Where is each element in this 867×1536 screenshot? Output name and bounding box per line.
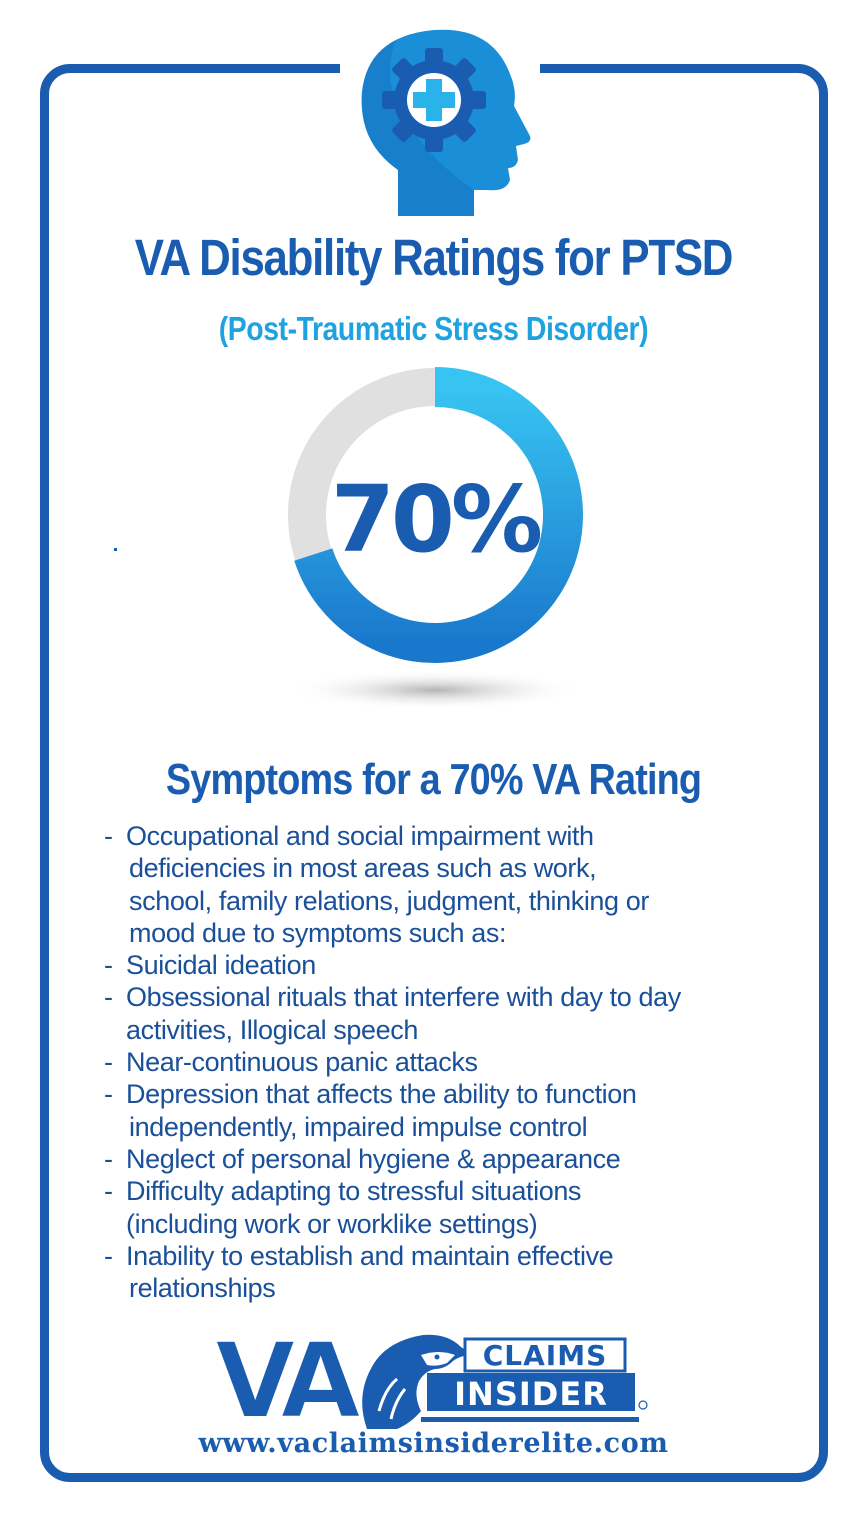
bullet-dash: - (104, 1047, 113, 1078)
symptom-item (104, 820, 804, 949)
bullet-dash: - (104, 982, 113, 1013)
symptom-line: Neglect of personal hygiene & appearance (126, 1143, 621, 1174)
symptom-line: Inability to establish and maintain effective (126, 1240, 614, 1271)
logo-claims-text: CLAIMS (482, 1339, 608, 1372)
symptom-item (104, 1046, 804, 1078)
bullet-dash: - (104, 950, 113, 981)
symptoms-heading: Symptoms for a 70% VA Rating (165, 755, 702, 804)
symptom-line: Depression that affects the ability to function (126, 1079, 637, 1110)
bullet-dash: - (104, 1240, 113, 1271)
symptom-line: (including work or worklike settings) (126, 1208, 538, 1239)
symptom-line: independently, impaired impulse control (129, 1111, 588, 1142)
symptom-line: deficiencies in most areas such as work, (129, 853, 597, 884)
symptom-line: Suicidal ideation (126, 950, 316, 981)
symptom-item (104, 1240, 804, 1305)
registered-mark-icon (639, 1401, 647, 1409)
bullet-dash: - (104, 1143, 113, 1174)
head-gear-medical-cross-icon (340, 20, 540, 216)
page-title: VA Disability Ratings for PTSD (134, 229, 733, 286)
website-url: www.vaclaimsinsiderelite.com (198, 1428, 669, 1459)
symptom-item (104, 1143, 804, 1175)
symptom-line: relationships (129, 1273, 276, 1304)
rating-percentage: 70% (330, 466, 540, 573)
symptom-line: mood due to symptoms such as: (129, 917, 507, 948)
symptom-item (104, 1078, 804, 1143)
symptom-line: Obsessional rituals that interfere with day to day (126, 982, 681, 1013)
logo-va-text: VA (215, 1325, 353, 1430)
symptom-line: Occupational and social impairment with (126, 821, 594, 851)
symptom-item (104, 981, 804, 1046)
va-claims-insider-logo (215, 1325, 655, 1430)
bullet-dash: - (104, 1079, 113, 1110)
symptom-list (104, 820, 804, 1304)
stray-dot (114, 548, 117, 551)
symptom-line: activities, Illogical speech (126, 1014, 418, 1045)
symptom-item (104, 1175, 804, 1240)
logo-insider-text: INSIDER (454, 1375, 608, 1413)
symptom-line: Near-continuous panic attacks (126, 1047, 478, 1078)
logo-underline (421, 1417, 639, 1422)
bullet-dash: - (104, 821, 113, 851)
page-subtitle: (Post-Traumatic Stress Disorder) (218, 310, 649, 347)
symptom-item (104, 949, 804, 981)
bullet-dash: - (104, 1176, 113, 1207)
symptom-line: Difficulty adapting to stressful situations (126, 1176, 582, 1207)
symptom-line: school, family relations, judgment, thinking or (129, 885, 649, 916)
donut-shadow (285, 670, 585, 710)
